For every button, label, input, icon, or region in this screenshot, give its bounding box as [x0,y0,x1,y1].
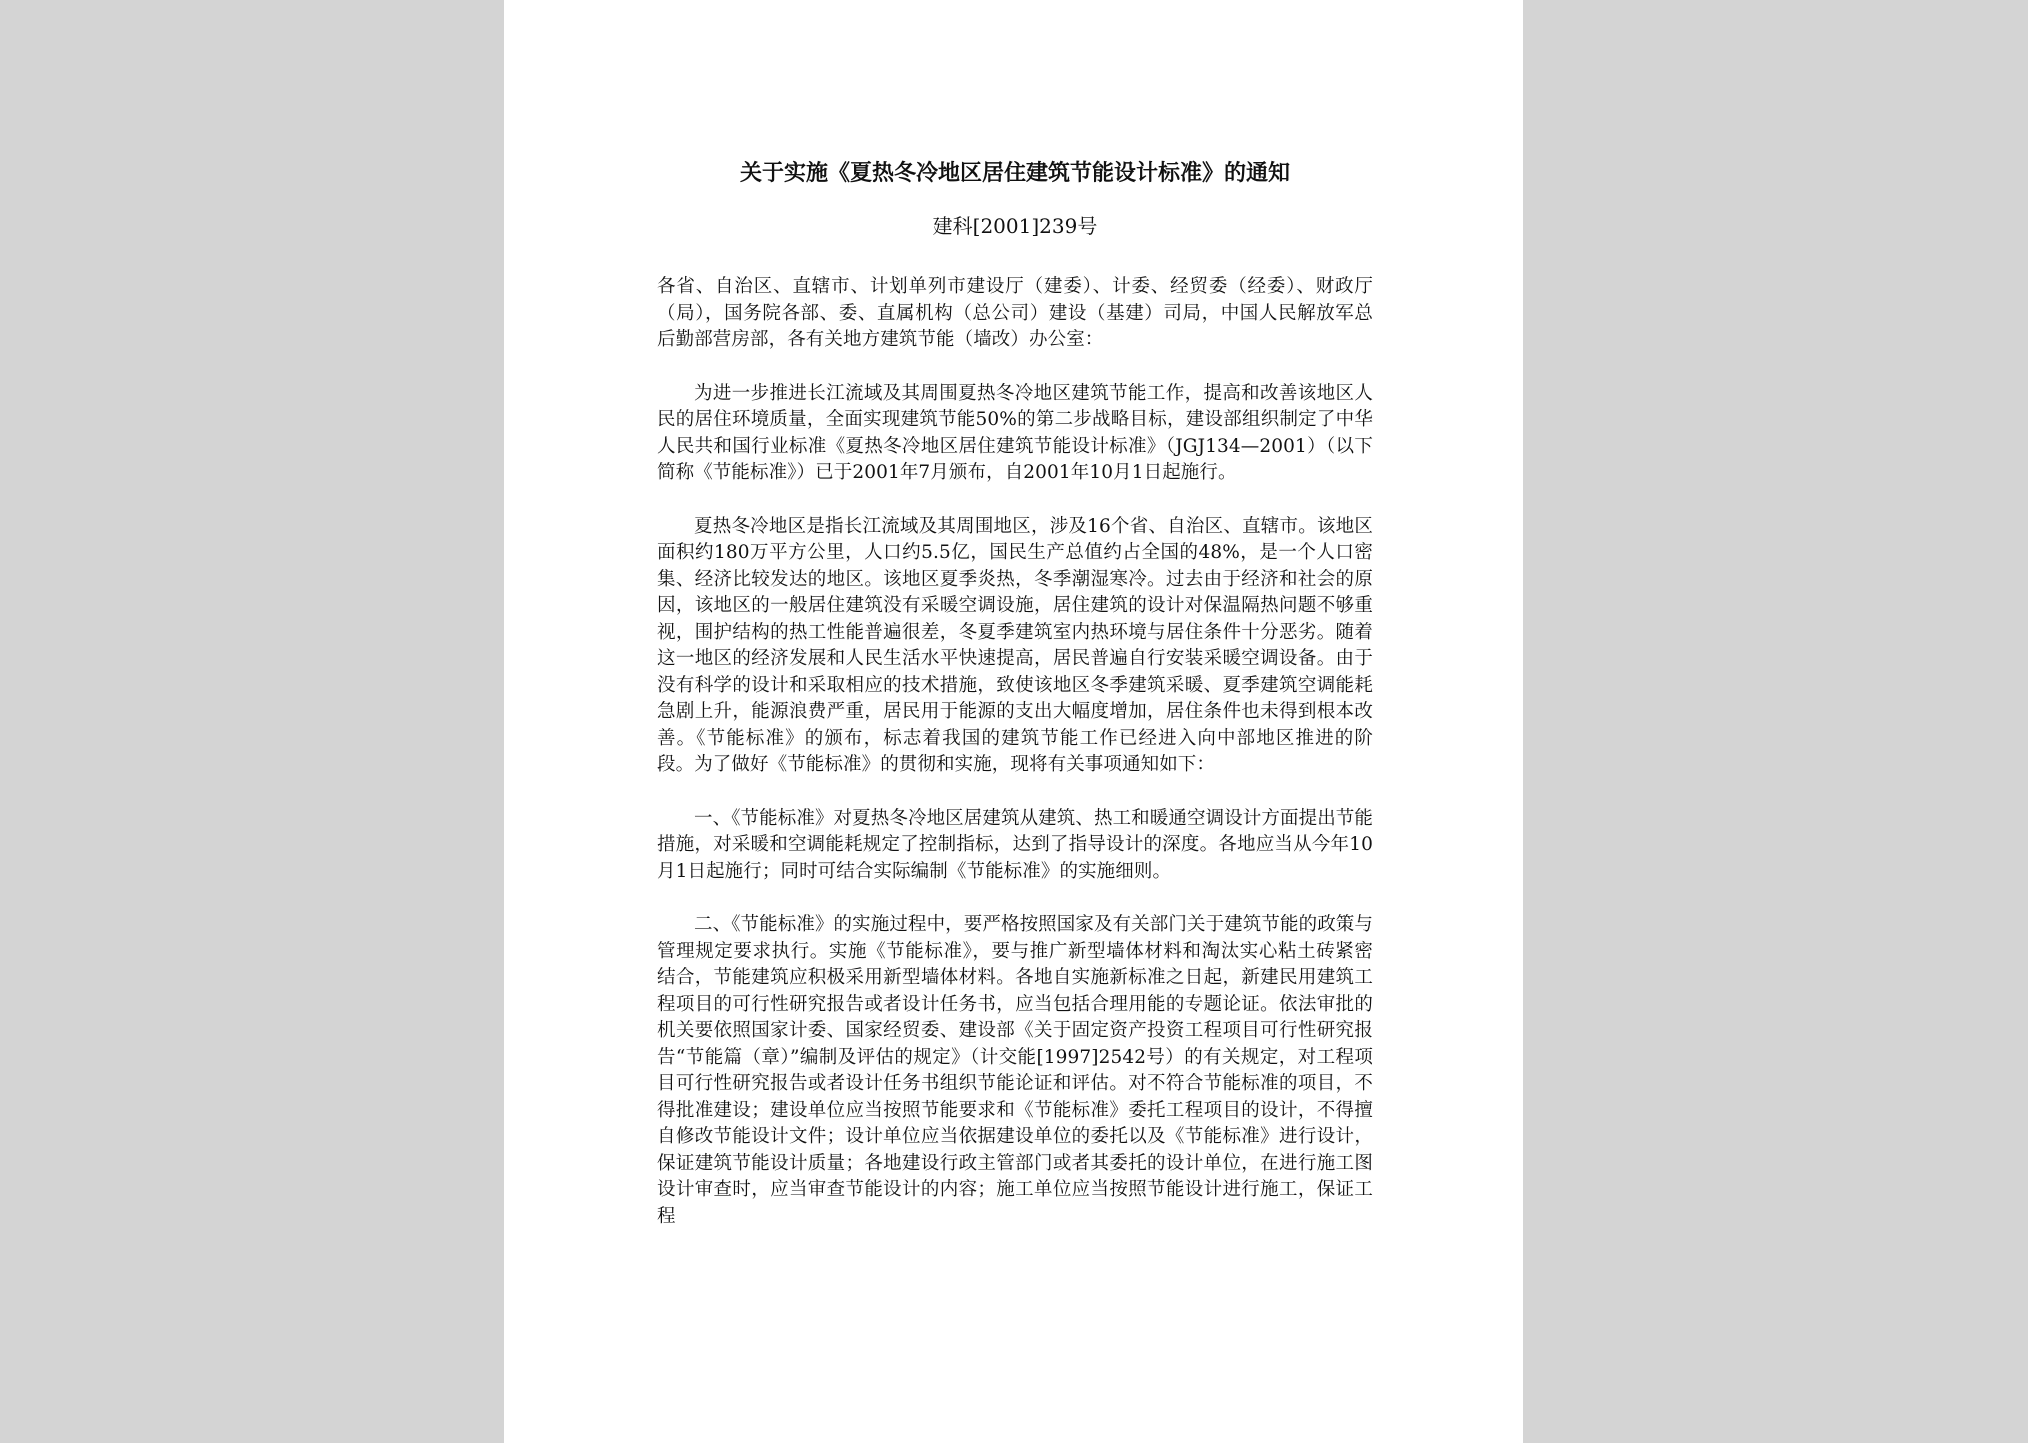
addressee-paragraph: 各省、自治区、直辖市、计划单列市建设厅（建委）、计委、经贸委（经委）、财政厅（局），国务院各部、委、直属机构（总公司）建设（基建）司局，中国人民解放军总后勤部营房部，各有关地方建筑节能（墙改）办公室： [657,276,1373,350]
document-title: 关于实施《夏热冬冷地区居住建筑节能设计标准》的通知 [739,160,1290,186]
document-page [504,0,1523,1443]
page-content [657,158,1373,1230]
body-paragraph: 夏热冬冷地区是指长江流域及其周围地区，涉及16个省、自治区、直辖市。该地区面积约180万平方公里，人口约5.5亿，国民生产总值约占全国的48%，是一个人口密集、经济比较发达的地区。该地区夏季炎热，冬季潮湿寒冷。过去由于经济和社会的原因，该地区的一般居住建筑没有采暖空调设施，居住建筑的设计对保温隔热问题不够重视，围护结构的热工性能普遍很差，冬夏季建筑室内热环境与居住条件十分恶劣。随着这一地区的经济发展和人民生活水平快速提高，居民普遍自行安装采暖空调设备。由于没有科学的设计和采取相应的技术措施，致使该地区冬季建筑采暖、夏季建筑空调能耗急剧上升，能源浪费严重，居民用于能源的支出大幅度增加，居住条件也未得到根本改善。《节能标准》的颁布，标志着我国的建筑节能工作已经进入向中部地区推进的阶段。为了做好《节能标准》的贯彻和实施，现将有关事项通知如下： [657,515,1373,775]
body-paragraph: 二、《节能标准》的实施过程中，要严格按照国家及有关部门关于建筑节能的政策与管理规定要求执行。实施《节能标准》，要与推广新型墙体材料和淘汰实心粘土砖紧密结合，节能建筑应积极采用新型墙体材料。各地自实施新标准之日起，新建民用建筑工程项目的可行性研究报告或者设计任务书，应当包括合理用能的专题论证。依法审批的机关要依照国家计委、国家经贸委、建设部《关于固定资产投资工程项目可行性研究报告“节能篇（章）”编制及评估的规定》（计交能[1997]2542号）的有关规定，对工程项目可行性研究报告或者设计任务书组织节能论证和评估。对不符合节能标准的项目，不得批准建设；建设单位应当按照节能要求和《节能标准》委托工程项目的设计，不得擅自修改节能设计文件；设计单位应当依据建设单位的委托以及《节能标准》进行设计，保证建筑节能设计质量；各地建设行政主管部门或者其委托的设计单位，在进行施工图设计审查时，应当审查节能设计的内容；施工单位应当按照节能设计进行施工，保证工程 [657,914,1373,1227]
body-paragraph: 为进一步推进长江流域及其周围夏热冬冷地区建筑节能工作，提高和改善该地区人民的居住环境质量，全面实现建筑节能50%的第二步战略目标，建设部组织制定了中华人民共和国行业标准《夏热冬冷地区居住建筑节能设计标准》（JGJ134—2001）（以下简称《节能标准》）已于2001年7月颁布，自2001年10月1日起施行。 [657,382,1373,483]
document-number: 建科[2001]239号 [932,214,1098,238]
body-paragraph: 一、《节能标准》对夏热冬冷地区居建筑从建筑、热工和暖通空调设计方面提出节能措施，对采暖和空调能耗规定了控制指标，达到了指导设计的深度。各地应当从今年10月1日起施行；同时可结合实际编制《节能标准》的实施细则。 [657,807,1373,882]
